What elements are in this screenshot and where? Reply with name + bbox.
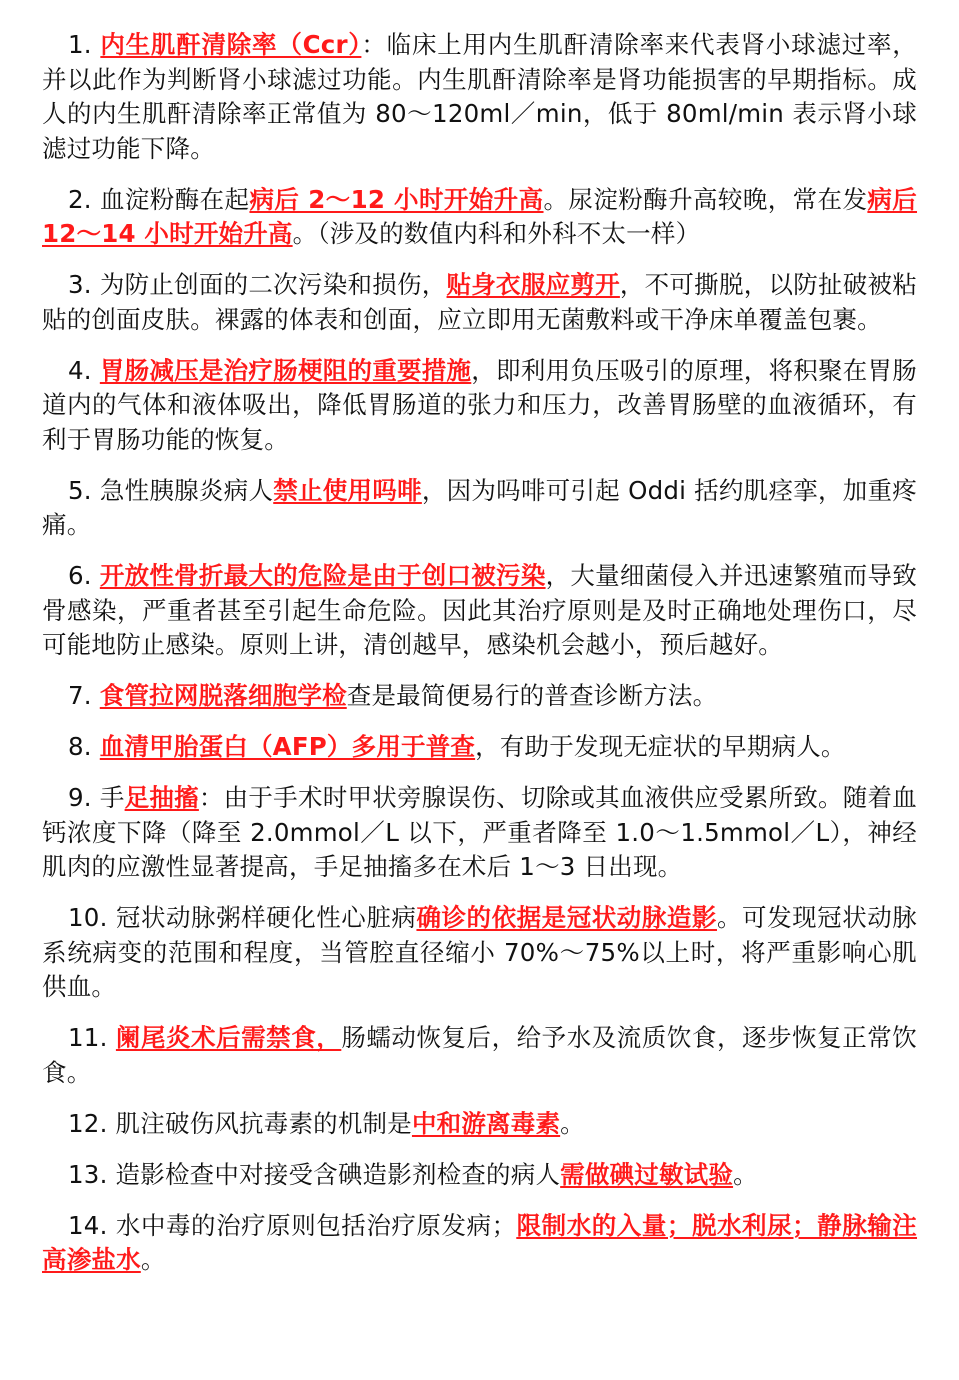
paragraph-text: ，不可撕脱，以防扯破被粘贴的创面皮肤。裸露的体表和创面，应立即用无菌敷料或干净床单覆盖包裹。	[42, 270, 917, 334]
paragraph-text: 查是最简便易行的普查诊断方法。	[346, 681, 718, 710]
paragraph-text: 12. 肌注破伤风抗毒素的机制是	[68, 1108, 412, 1138]
paragraph-text: 3. 为防止创面的二次污染和损伤，	[68, 270, 447, 299]
highlighted-key-point: 食管拉网脱落细胞学检	[99, 681, 347, 710]
note-paragraph	[42, 679, 917, 714]
paragraph-text: 5. 急性胰腺炎病人	[68, 475, 274, 505]
paragraph-text: 9. 手	[68, 783, 125, 812]
note-paragraph	[42, 1021, 917, 1090]
note-paragraph	[42, 183, 917, 252]
paragraph-text: 10. 冠状动脉粥样硬化性心脏病	[68, 903, 417, 932]
paragraph-text: 。	[560, 1108, 585, 1138]
paragraph-text: 。可发现冠状动脉系统病变的范围和程度，当管腔直径缩小 70%～75%以上时，将严重影响心肌供血。	[42, 903, 917, 1001]
paragraph-text: 1.	[68, 30, 101, 59]
highlighted-key-point: 病后 12～14 小时开始升高	[42, 184, 918, 248]
note-paragraph	[42, 474, 917, 543]
note-paragraph	[42, 1209, 917, 1278]
note-paragraph	[42, 268, 917, 337]
note-paragraph	[42, 559, 917, 663]
paragraph-text: 8.	[68, 732, 100, 761]
paragraph-text: 11.	[68, 1023, 116, 1052]
highlighted-key-point: 血清甲胎蛋白（AFP）多用于普查	[99, 732, 476, 761]
note-paragraph	[42, 781, 917, 885]
note-paragraph	[42, 730, 917, 765]
note-paragraph	[42, 901, 917, 1005]
paragraph-text: 肠蠕动恢复后，给予水及流质饮食，逐步恢复正常饮食。	[42, 1023, 917, 1087]
paragraph-text: 13. 造影检查中对接受含碘造影剂检查的病人	[68, 1159, 561, 1189]
highlighted-key-point: 开放性骨折最大的危险是由于创口被污染	[99, 561, 546, 590]
paragraph-text: ，即利用负压吸引的原理，将积聚在胃肠道内的气体和液体吸出，降低胃肠道的张力和压力，改善胃肠壁的血液循环，有利于胃肠功能的恢复。	[42, 355, 917, 454]
highlighted-key-point: 禁止使用吗啡	[273, 475, 422, 505]
highlighted-key-point: 足抽搐	[124, 783, 199, 812]
note-paragraph	[42, 1158, 917, 1193]
highlighted-key-point: 内生肌酐清除率（Ccr）	[100, 30, 362, 59]
paragraph-text: ，有助于发现无症状的早期病人。	[475, 732, 846, 761]
highlighted-key-point: 确诊的依据是冠状动脉造影	[416, 903, 717, 932]
highlighted-key-point: 病后 2～12 小时开始升高	[249, 184, 544, 214]
highlighted-key-point: 需做碘过敏试验	[560, 1159, 734, 1189]
highlighted-key-point: 中和游离毒素	[411, 1108, 561, 1138]
paragraph-text: ，因为吗啡可引起 Oddi 括约肌痉挛，加重疼痛。	[42, 475, 917, 539]
paragraph-text: 。（涉及的数值内科和外科不太一样）	[292, 219, 701, 248]
paragraph-text: ：临床上用内生肌酐清除率来代表肾小球滤过率，并以此作为判断肾小球滤过功能。内生肌酐清除率是肾功能损害的早期指标。成人的内生肌酐清除率正常值为 80～120ml／min，低于 80ml/min 表示肾小球滤过功能下降。	[42, 30, 917, 163]
note-paragraph	[42, 28, 917, 166]
note-paragraph	[42, 354, 917, 458]
paragraph-text: 7.	[68, 681, 100, 710]
highlighted-key-point: 限制水的入量；脱水利尿；静脉输注高渗盐水	[42, 1210, 918, 1274]
paragraph-text: 。	[733, 1159, 758, 1189]
paragraph-text: 2. 血淀粉酶在起	[68, 184, 250, 214]
paragraph-text: 6.	[68, 561, 100, 590]
paragraph-text: 4.	[68, 355, 100, 385]
paragraph-text: 14. 水中毒的治疗原则包括治疗原发病；	[68, 1210, 517, 1240]
paragraph-text: ，大量细菌侵入并迅速繁殖而导致骨感染，严重者甚至引起生命危险。因此其治疗原则是及时正确地处理伤口，尽可能地防止感染。原则上讲，清创越早，感染机会越小，预后越好。	[42, 561, 917, 659]
highlighted-key-point: 贴身衣服应剪开	[446, 270, 620, 299]
paragraph-text: ：由于手术时甲状旁腺误伤、切除或其血液供应受累所致。随着血钙浓度下降（降至 2.0mmol／L 以下，严重者降至 1.0～1.5mmol／L），神经肌肉的应激性显著提高，手足抽搐多在术后 1～3 日出现。	[42, 783, 917, 881]
highlighted-key-point: 胃肠减压是治疗肠梗阻的重要措施	[99, 355, 472, 385]
highlighted-key-point: 阑尾炎术后需禁食，	[115, 1023, 342, 1052]
note-paragraph	[42, 1107, 917, 1142]
paragraph-text: 。	[140, 1245, 166, 1274]
paragraph-text: 。尿淀粉酶升高较晚，常在发	[543, 184, 868, 214]
document-body	[42, 28, 917, 1278]
